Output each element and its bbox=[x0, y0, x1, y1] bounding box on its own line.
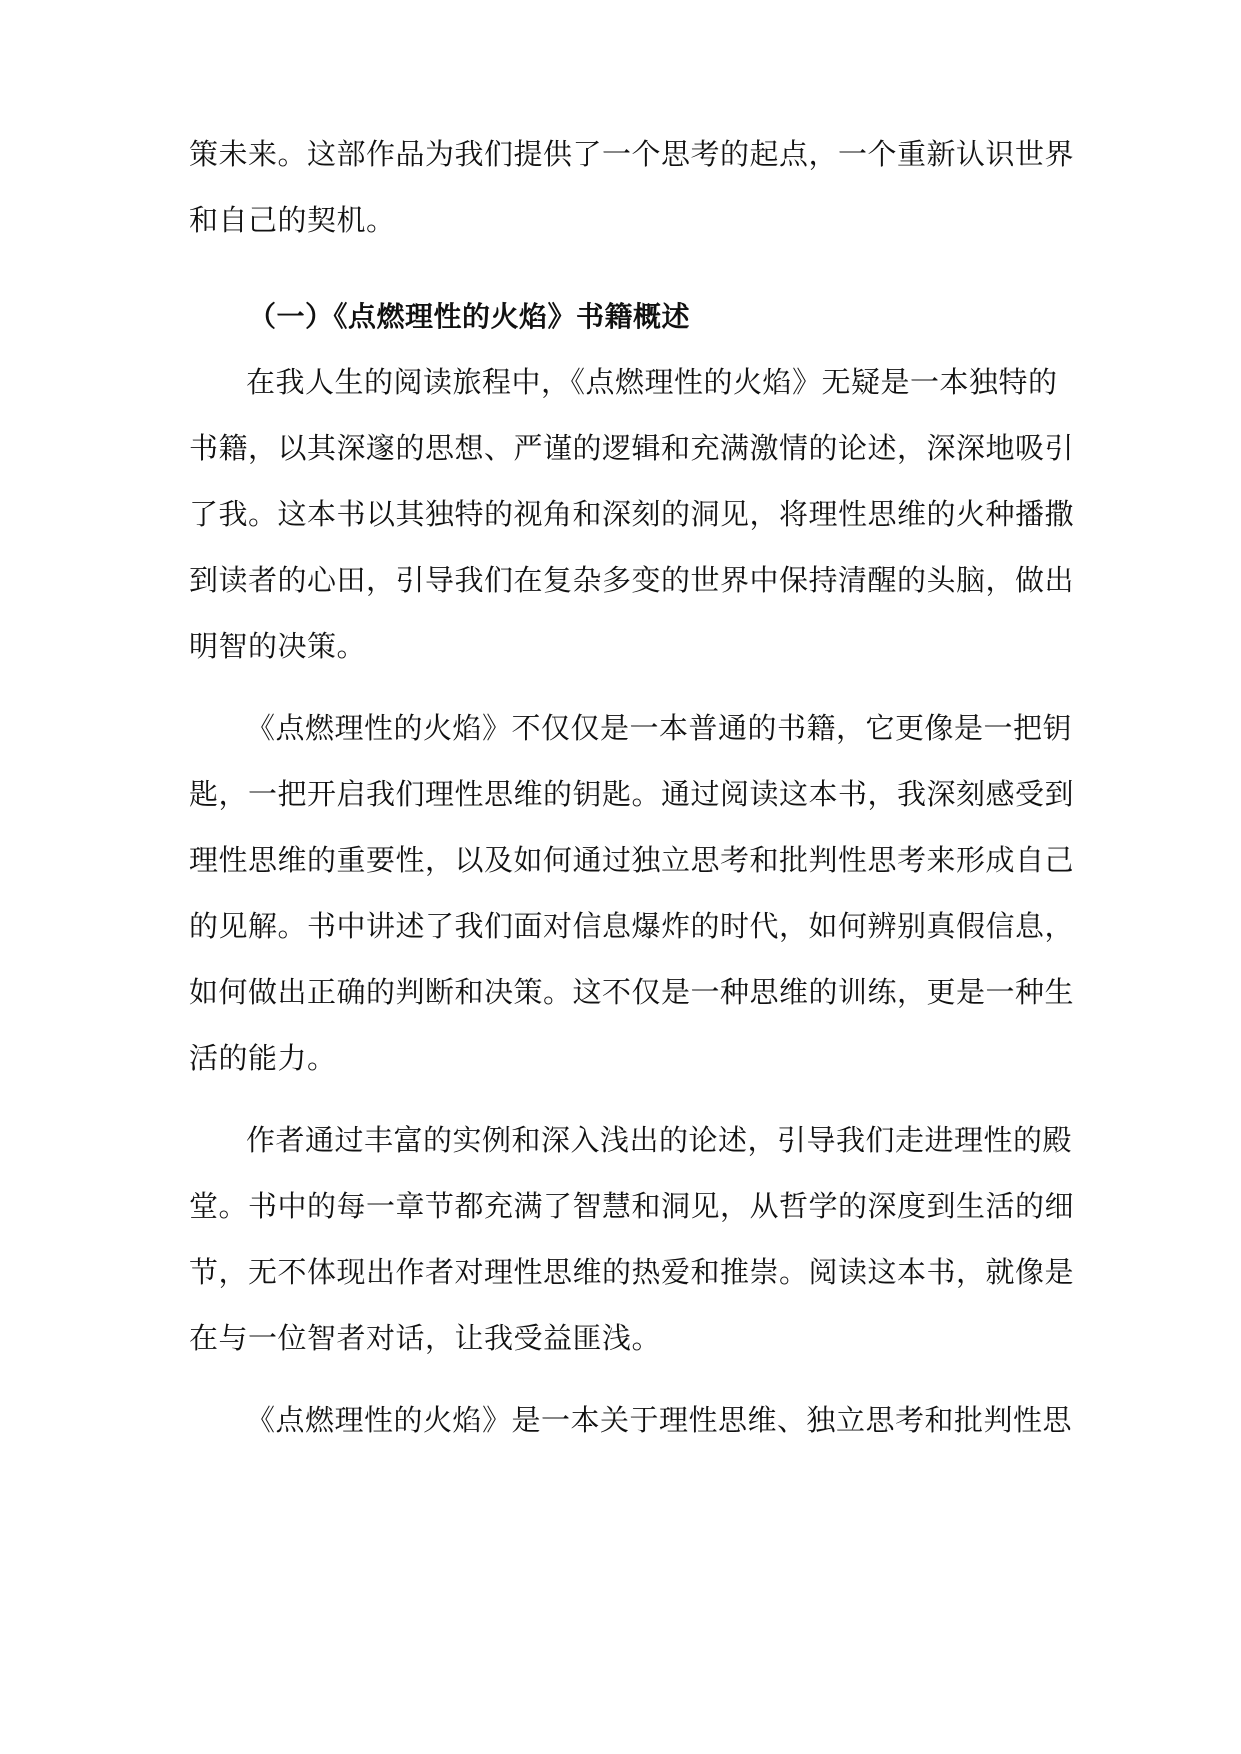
section-heading: （一）《点燃理性的火焰》书籍概述 bbox=[248, 300, 691, 333]
paragraph-2-line-5: 如何做出正确的判断和决策。这不仅是一种思维的训练，更是一种生 bbox=[189, 975, 1075, 1009]
paragraph-1-line-4: 到读者的心田，引导我们在复杂多变的世界中保持清醒的头脑，做出 bbox=[189, 563, 1075, 597]
paragraph-1-line-1: 在我人生的阅读旅程中，《点燃理性的火焰》无疑是一本独特的 bbox=[246, 365, 1058, 399]
paragraph-3-line-2: 堂。书中的每一章节都充满了智慧和洞见，从哲学的深度到生活的细 bbox=[189, 1189, 1075, 1223]
paragraph-2-line-6: 活的能力。 bbox=[189, 1041, 337, 1075]
paragraph-3-line-1: 作者通过丰富的实例和深入浅出的论述，引导我们走进理性的殿 bbox=[246, 1123, 1073, 1157]
paragraph-1-line-2: 书籍，以其深邃的思想、严谨的逻辑和充满激情的论述，深深地吸引 bbox=[189, 431, 1075, 465]
paragraph-3-line-4: 在与一位智者对话，让我受益匪浅。 bbox=[189, 1321, 662, 1355]
paragraph-2-line-4: 的见解。书中讲述了我们面对信息爆炸的时代，如何辨别真假信息， bbox=[189, 909, 1075, 943]
paragraph-1-line-3: 了我。这本书以其独特的视角和深刻的洞见，将理性思维的火种播撒 bbox=[189, 497, 1075, 531]
paragraph-2-line-2: 匙，一把开启我们理性思维的钥匙。通过阅读这本书，我深刻感受到 bbox=[189, 777, 1075, 811]
paragraph-2-line-3: 理性思维的重要性，以及如何通过独立思考和批判性思考来形成自己 bbox=[189, 843, 1075, 877]
continuation-line-2: 和自己的契机。 bbox=[189, 203, 396, 237]
paragraph-2-line-1: 《点燃理性的火焰》不仅仅是一本普通的书籍，它更像是一把钥 bbox=[246, 711, 1073, 745]
paragraph-3-line-3: 节，无不体现出作者对理性思维的热爱和推崇。阅读这本书，就像是 bbox=[189, 1255, 1075, 1289]
continuation-line-1: 策未来。这部作品为我们提供了一个思考的起点，一个重新认识世界 bbox=[189, 137, 1075, 171]
paragraph-4-line-1: 《点燃理性的火焰》是一本关于理性思维、独立思考和批判性思 bbox=[246, 1403, 1073, 1437]
paragraph-1-line-5: 明智的决策。 bbox=[189, 629, 367, 663]
